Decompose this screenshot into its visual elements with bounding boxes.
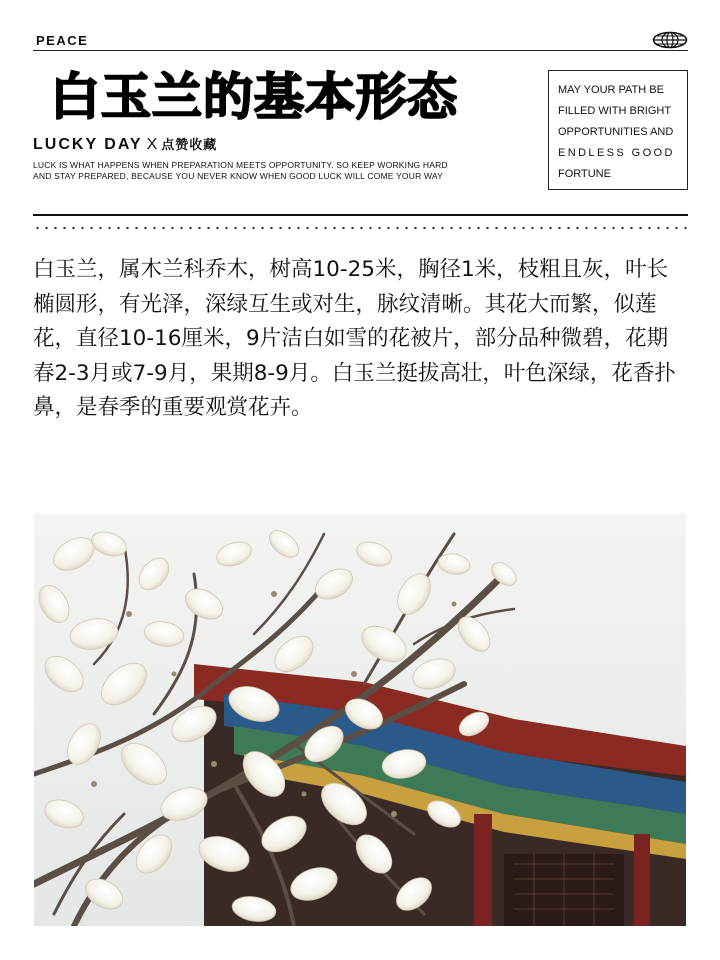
lucky-day-line <box>33 135 217 156</box>
page-title: 白玉兰的基本形态 <box>50 68 458 126</box>
white-magnolia-blossoms-photo <box>34 514 686 926</box>
description-paragraph: 白玉兰，属木兰科乔木，树高10-25米，胸径1米，枝粗且灰，叶长椭圆形，有光泽，深绿互生或对生，脉纹清晰。其花大而繁，似莲花，直径10-16厘米，9片洁白如雪的花被片，部分品种微碧，花期春2-3月或7-9月，果期8-9月。白玉兰挺拔高壮，叶色深绿，花香扑鼻，是春季的重要观赏花卉。 <box>33 257 676 420</box>
separator-x: X <box>146 136 158 153</box>
peace-tag: PEACE <box>36 33 89 48</box>
top-divider <box>33 50 688 51</box>
magnolia-photo-illustration <box>34 514 686 926</box>
motto-box <box>548 70 688 190</box>
dotted-divider <box>33 226 688 230</box>
luck-quote: LUCK IS WHAT HAPPENS WHEN PREPARATION MEETS OPPORTUNITY. SO KEEP WORKING HARD AND STAY PREPARED, BECAUSE YOU NEVER KNOW WHEN GOOD LUCK WILL COME YOUR WAY <box>33 160 448 181</box>
section-divider <box>33 214 688 216</box>
motto-line-2: FILLED WITH BRIGHT <box>558 105 672 117</box>
lucky-day-label: LUCKY DAY <box>33 136 143 153</box>
motto-line-5: FORTUNE <box>558 168 611 180</box>
globe-logo-icon <box>652 31 688 49</box>
like-save-label: 点赞收藏 <box>161 138 218 153</box>
motto-line-4: ENDLESS GOOD <box>558 147 675 159</box>
motto-line-1: MAY YOUR PATH BE <box>558 84 664 96</box>
motto-line-3: OPPORTUNITIES AND <box>558 126 674 138</box>
